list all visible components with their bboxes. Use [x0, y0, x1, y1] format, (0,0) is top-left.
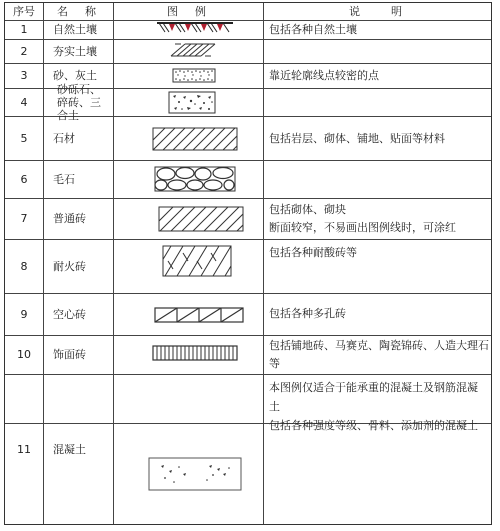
material-legend-table	[4, 2, 492, 525]
material-description: 靠近轮廓线点较密的点	[269, 69, 379, 82]
material-description: 包括各种耐酸砖等	[269, 246, 357, 259]
row-number: 8	[20, 259, 28, 273]
rubble-swatch	[113, 160, 263, 198]
material-description: 包括砌体、砌块 断面较窄，不易画出图例线时，可涂红	[269, 202, 456, 234]
material-description: 包括各种多孔砖	[269, 307, 346, 320]
material-description: 本图例仅适合于能承重的混凝土及钢筋混凝土 包括各种强度等级、骨料、添加剂的混凝土	[269, 381, 478, 432]
common-brick-swatch	[113, 198, 263, 239]
row-number: 1	[20, 23, 28, 36]
material-description: 包括岩层、砌体、铺地、贴面等材料	[269, 131, 445, 145]
material-name: 夯实土壤	[53, 44, 97, 58]
row-number: 7	[20, 212, 28, 225]
material-name: 饰面砖	[53, 348, 86, 361]
material-name: 空心砖	[53, 307, 86, 321]
header-description: 说 明	[349, 5, 405, 18]
row-number: 2	[20, 44, 28, 58]
row-number: 10	[17, 348, 31, 361]
header-no: 序号	[13, 5, 35, 18]
row-number: 9	[20, 307, 28, 321]
material-name: 耐火砖	[53, 259, 86, 273]
material-name: 毛石	[53, 172, 75, 186]
sand-lime-swatch	[113, 63, 263, 88]
material-name: 砂、灰土	[53, 69, 97, 82]
header-name: 名 称	[57, 5, 99, 18]
material-name: 砂砾石、碎砖、三合土	[57, 82, 101, 122]
rammed-soil-swatch	[113, 39, 263, 63]
facing-brick-swatch	[113, 335, 263, 374]
hollow-brick-swatch	[113, 293, 263, 335]
row-number: 5	[20, 131, 28, 145]
header-legend: 图 例	[167, 5, 209, 18]
gravel-swatch	[113, 88, 263, 116]
material-description	[263, 39, 491, 63]
material-name: 混凝土	[53, 442, 86, 456]
firebrick-swatch	[113, 239, 263, 293]
natural-soil-swatch	[113, 20, 263, 39]
row-number: 6	[20, 172, 28, 186]
material-description: 包括各种自然土壤	[269, 23, 357, 36]
stone-swatch	[113, 116, 263, 160]
material-description: 包括铺地砖、马赛克、陶瓷锦砖、人造大理石等	[269, 338, 489, 370]
material-description	[263, 88, 491, 116]
row-number: 11	[17, 442, 31, 456]
material-name: 普通砖	[53, 212, 86, 225]
row-number: 3	[20, 69, 28, 82]
concrete-swatch	[113, 374, 263, 524]
material-name: 石材	[53, 131, 75, 145]
material-name: 自然土壤	[53, 23, 97, 36]
row-number: 4	[20, 95, 28, 109]
material-description	[263, 160, 491, 198]
